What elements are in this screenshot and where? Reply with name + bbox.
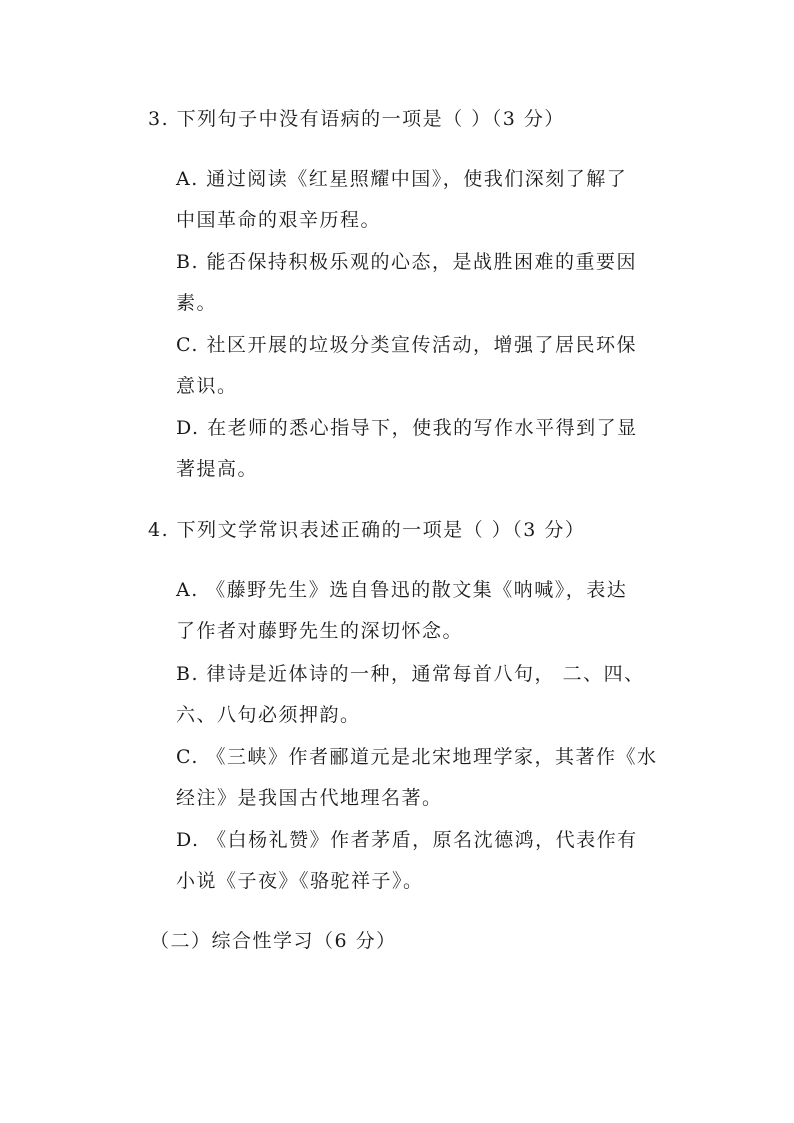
question-4-option-b-line-1: B. 律诗是近体诗的一种，通常每首八句， 二、四、 xyxy=(176,663,645,685)
question-4-option-a-line-2: 了作者对藤野先生的深切怀念。 xyxy=(176,620,464,642)
question-3-option-b-line-2: 素。 xyxy=(176,292,218,314)
question-4-option-c-line-1: C. 《三峡》作者郦道元是北宋地理学家，其著作《水 xyxy=(176,746,658,768)
question-3-option-a-line-2: 中国革命的艰辛历程。 xyxy=(176,209,382,231)
question-4-option-a-line-1: A. 《藤野先生》选自鲁迅的散文集《呐喊》，表达 xyxy=(176,579,628,601)
question-3-option-d-line-1: D. 在老师的悉心指导下，使我的写作水平得到了显 xyxy=(176,417,638,439)
question-3-title: 3. 下列句子中没有语病的一项是（ ）（3 分） xyxy=(148,108,565,130)
question-3-option-c-line-2: 意识。 xyxy=(176,375,238,397)
question-3-option-c-line-1: C. 社区开展的垃圾分类宣传活动，增强了居民环保 xyxy=(176,334,637,356)
question-4-option-d-line-2: 小说《子夜》《骆驼祥子》。 xyxy=(176,870,424,892)
question-4-option-b-line-2: 六、八句必须押韵。 xyxy=(176,704,361,726)
question-4-option-d-line-1: D. 《白杨礼赞》作者茅盾，原名沈德鸿，代表作有 xyxy=(176,829,638,851)
question-4-title: 4. 下列文学常识表述正确的一项是（ ）（3 分） xyxy=(148,519,586,541)
question-3-option-b-line-1: B. 能否保持积极乐观的心态，是战胜困难的重要因 xyxy=(176,251,638,273)
section-heading: （二）综合性学习（6 分） xyxy=(150,930,397,952)
question-4-option-c-line-2: 经注》是我国古代地理名著。 xyxy=(176,787,443,809)
question-3-option-a-line-1: A. 通过阅读《红星照耀中国》，使我们深刻了解了 xyxy=(176,168,628,190)
question-3-option-d-line-2: 著提高。 xyxy=(176,458,259,480)
